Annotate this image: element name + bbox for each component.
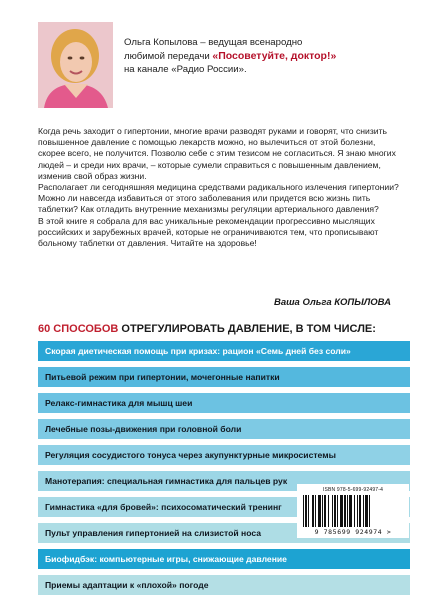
paragraph-3: В этой книге я собрала для вас уникальные рекомендации прогрессивно мыслящих российских и зарубежных врачей, которые не ограничиваются тем, что прописывают больному таблетки от давления. Читайте на здоровье!: [38, 215, 379, 249]
intro-line-3: на канале «Радио России».: [124, 64, 247, 75]
isbn-number: ISBN 978-5-699-92497-4: [322, 487, 384, 493]
barcode-bar: [337, 495, 338, 527]
barcode-bar: [349, 495, 352, 527]
barcode-bar: [334, 495, 336, 527]
method-label: Биофидбэк: компьютерные игры, снижающие давление: [45, 554, 287, 564]
author-photo: [38, 22, 113, 108]
method-item: [38, 575, 410, 595]
paragraph-2: Располагает ли сегодняшняя медицина средствами радикального излечения гипертонии? Можно ли навсегда избавиться от этого заболевания или придется всю жизнь пить таблетки? Как отладить внутренние механизмы регуляции артериального давления?: [38, 182, 399, 215]
methods-heading-rest: ОТРЕГУЛИРОВАТЬ ДАВЛЕНИЕ, В ТОМ ЧИСЛЕ:: [121, 323, 376, 335]
method-label: Манотерапия: специальная гимнастика для пальцев рук: [45, 476, 288, 486]
method-label: Регуляция сосудистого тонуса через акупунктурные микросистемы: [45, 450, 336, 460]
barcode-block: [297, 484, 409, 538]
method-item: [38, 393, 410, 413]
barcode-bar: [347, 495, 348, 527]
barcode-bar: [359, 495, 361, 527]
show-name: «Посоветуйте, доктор!»: [212, 49, 337, 62]
method-label: Приемы адаптации к «плохой» погоде: [45, 580, 209, 590]
method-label: Гимнастика «для бровей»: психосоматический тренинг: [45, 502, 282, 512]
barcode-bar: [328, 495, 329, 527]
author-signature: Ваша Ольга КОПЫЛОВА: [273, 297, 391, 308]
paragraph-1: Когда речь заходит о гипертонии, многие врачи разводят руками и говорят, что снизить повышенное давление с помощью лекарств можно, но вылечиться от этой болезни, скорее всего, не получится. Позволю себе с этим тезисом не согласиться. Я знаю многих людей – и среди них врачи, – которые сумели справиться с повышенным давлением, изменив свой образ жизни.: [38, 126, 396, 181]
methods-heading: [38, 323, 408, 335]
barcode-bar: [318, 495, 321, 527]
method-label: Пульт управления гипертонией на слизистой носа: [45, 528, 262, 538]
method-label: Лечебные позы-движения при головной боли: [45, 424, 242, 434]
method-item: [38, 445, 410, 465]
barcode-bar: [324, 495, 326, 527]
barcode-bar: [303, 495, 304, 527]
method-item: [38, 549, 410, 569]
barcode-bar: [332, 495, 333, 527]
barcode-bar: [365, 495, 368, 527]
barcode-bar: [369, 495, 370, 527]
barcode-bar: [357, 495, 358, 527]
barcode-bar: [312, 495, 314, 527]
intro-line-2: [124, 50, 414, 64]
intro-line-2-prefix: любимой передачи: [124, 50, 210, 62]
methods-count: 60 СПОСОБОВ: [38, 323, 119, 335]
method-item: [38, 419, 410, 439]
barcode-digits: 9 785699 924974 >: [314, 528, 392, 536]
method-item: [38, 367, 410, 387]
barcode-bar: [315, 495, 316, 527]
method-label: Релакс-гимнастика для мышц шеи: [45, 398, 193, 408]
barcode-bar: [344, 495, 346, 527]
method-item: [38, 341, 410, 361]
description-text: [38, 126, 404, 249]
author-intro: [124, 36, 414, 77]
barcode-bar: [363, 495, 364, 527]
barcode-image: [301, 495, 405, 527]
barcode-bar: [305, 495, 307, 527]
barcode-bar: [308, 495, 309, 527]
barcode-bar: [322, 495, 323, 527]
method-label: Скорая диетическая помощь при кризах: рацион «Семь дней без соли»: [45, 346, 351, 356]
intro-line-1: Ольга Копылова – ведущая всенародно: [124, 37, 303, 48]
method-label: Питьевой режим при гипертонии, мочегонные напитки: [45, 372, 280, 382]
methods-list: [38, 341, 410, 595]
barcode-bar: [354, 495, 355, 527]
barcode-bar: [340, 495, 343, 527]
